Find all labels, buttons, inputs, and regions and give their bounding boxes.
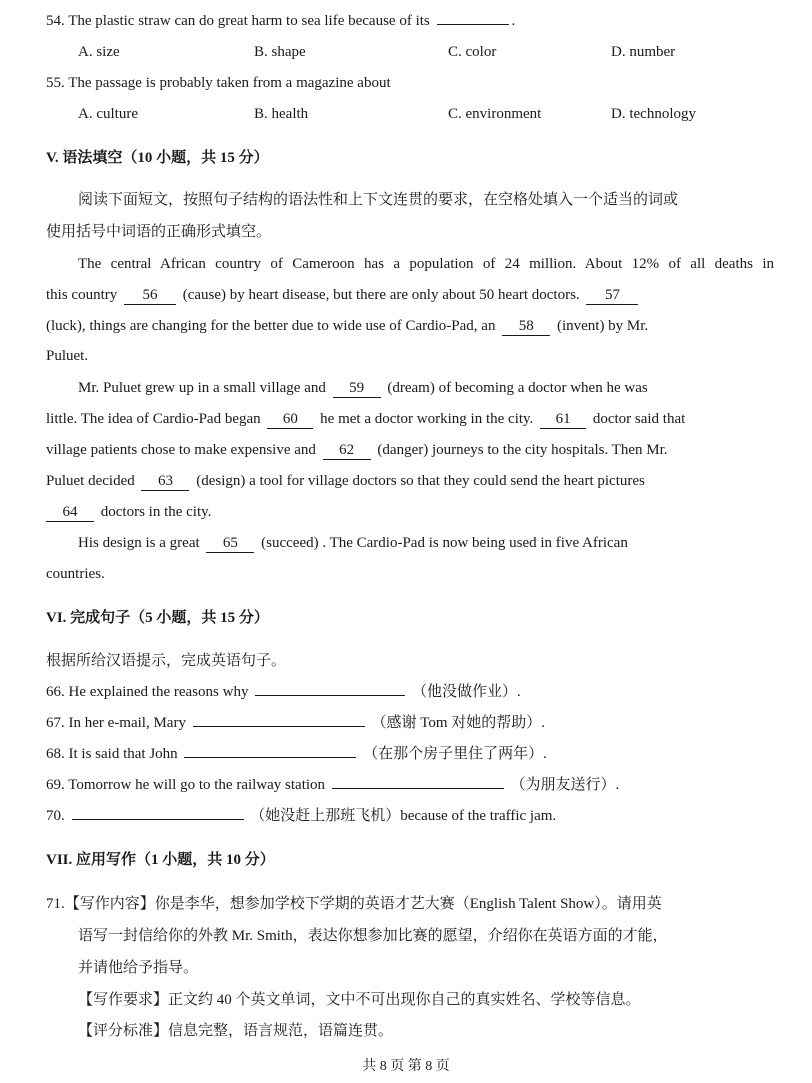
passage-p1-line-4: Puluet.: [46, 348, 89, 364]
passage-p3-line-2: countries.: [46, 566, 105, 582]
question-68: 68. It is said that John （在那个房子里住了两年）.: [46, 746, 547, 762]
passage-p2-line-3: village patients chose to make expensive and 62 (danger) journeys to the city hospitals. Then Mr.: [46, 442, 668, 458]
option-55-a[interactable]: A. culture: [78, 106, 138, 122]
question-71-line-3: 并请他给予指导。: [78, 960, 199, 976]
section-5-instruction-line-2: 使用括号中词语的正确形式填空。: [46, 224, 272, 240]
option-55-b[interactable]: B. health: [254, 106, 309, 122]
section-6-instruction: 根据所给汉语提示，完成英语句子。: [46, 653, 287, 669]
section-5-instruction-line-1: 阅读下面短文，按照句子结构的语法性和上下文连贯的要求，在空格处填入一个适当的词或: [78, 192, 679, 208]
passage-p1-line-1: The central African country of Cameroon has a population of 24 million. About 12% of all deaths in: [78, 256, 774, 272]
answer-blank-58[interactable]: 58: [502, 318, 550, 336]
answer-blank-54[interactable]: [437, 24, 509, 25]
question-54: 54. The plastic straw can do great harm to sea life because of its .: [46, 13, 516, 29]
passage-p1-line-3: (luck), things are changing for the better due to wide use of Cardio-Pad, an 58 (invent) by Mr.: [46, 318, 649, 334]
question-67: 67. In her e-mail, Mary （感谢 Tom 对她的帮助）.: [46, 715, 545, 731]
answer-blank-69[interactable]: [332, 788, 504, 789]
scoring-criteria: 【评分标准】信息完整，语言规范，语篇连贯。: [78, 1023, 394, 1039]
option-54-d[interactable]: D. number: [611, 44, 676, 60]
answer-blank-70[interactable]: [72, 819, 244, 820]
section-7-title: VII. 应用写作（1 小题，共 10 分）: [46, 852, 275, 868]
answer-blank-65[interactable]: 65: [206, 535, 254, 553]
passage-p1-line-2: this country 56 (cause) by heart disease, but there are only about 50 heart doctors. 57: [46, 285, 641, 305]
passage-p3-line-1: His design is a great 65 (succeed) . The Cardio-Pad is now being used in five African: [78, 535, 628, 551]
section-5-title: V. 语法填空（10 小题，共 15 分）: [46, 150, 269, 166]
question-69: 69. Tomorrow he will go to the railway station （为朋友送行）.: [46, 777, 620, 793]
answer-blank-67[interactable]: [193, 726, 365, 727]
section-6-title: VI. 完成句子（5 小题，共 15 分）: [46, 610, 269, 626]
answer-blank-61[interactable]: 61: [540, 411, 586, 429]
answer-blank-62[interactable]: 62: [323, 442, 371, 460]
page-footer: 共 8 页 第 8 页: [362, 1059, 450, 1074]
passage-p2-line-1: Mr. Puluet grew up in a small village and 59 (dream) of becoming a doctor when he was: [78, 380, 648, 396]
passage-p2-line-4: Puluet decided 63 (design) a tool for village doctors so that they could send the heart pictures: [46, 473, 645, 489]
passage-p2-line-5: 64 doctors in the city.: [46, 502, 211, 522]
answer-blank-56[interactable]: 56: [124, 287, 176, 305]
option-55-c[interactable]: C. environment: [448, 106, 542, 122]
answer-blank-66[interactable]: [255, 695, 405, 696]
answer-blank-57[interactable]: 57: [586, 287, 638, 305]
question-70: 70. （她没赶上那班飞机）because of the traffic jam.: [46, 808, 557, 824]
option-54-a[interactable]: A. size: [78, 44, 120, 60]
question-54-stem: 54. The plastic straw can do great harm to sea life because of its: [46, 13, 430, 29]
passage-p2-line-2: little. The idea of Cardio-Pad began 60 he met a doctor working in the city. 61 doctor said that: [46, 411, 686, 427]
answer-blank-59[interactable]: 59: [333, 380, 381, 398]
answer-blank-64[interactable]: 64: [46, 504, 94, 522]
question-55-stem: 55. The passage is probably taken from a magazine about: [46, 75, 391, 91]
answer-blank-63[interactable]: 63: [141, 473, 189, 491]
answer-blank-60[interactable]: 60: [267, 411, 313, 429]
option-55-d[interactable]: D. technology: [611, 106, 696, 122]
question-71-line-2: 语写一封信给你的外教 Mr. Smith，表达你想参加比赛的愿望，介绍你在英语方面的才能，: [78, 928, 668, 944]
answer-blank-68[interactable]: [184, 757, 356, 758]
question-71-line-1: 71.【写作内容】你是李华，想参加学校下学期的英语才艺大赛（English Talent Show）。请用英: [46, 896, 662, 912]
option-54-c[interactable]: C. color: [448, 44, 497, 60]
writing-requirements: 【写作要求】正文约 40 个英文单词，文中不可出现你自己的真实姓名、学校等信息。: [78, 992, 641, 1008]
question-66: 66. He explained the reasons why （他没做作业）.: [46, 684, 521, 700]
option-54-b[interactable]: B. shape: [254, 44, 306, 60]
